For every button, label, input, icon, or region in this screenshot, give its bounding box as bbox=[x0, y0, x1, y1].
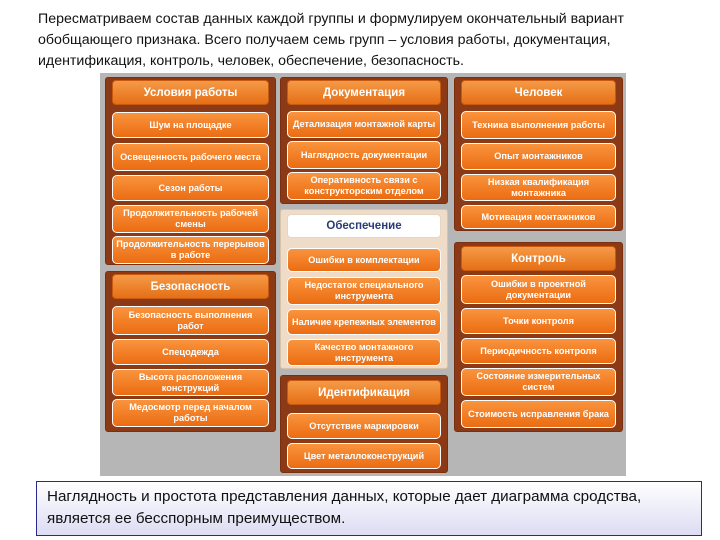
item-working-conditions-break-length: Продолжительность перерывов в работе bbox=[112, 236, 269, 264]
group-identification bbox=[280, 375, 448, 473]
item-identification-no-marking: Отсутствие маркировки bbox=[287, 413, 441, 439]
group-working-conditions bbox=[105, 77, 276, 265]
item-identification-steel-color: Цвет металлоконструкций bbox=[287, 443, 441, 469]
group-title-provision: Обеспечение bbox=[287, 214, 441, 238]
item-provision-tool-quality: Качество монтажного инструмента bbox=[287, 339, 441, 366]
item-control-rework-cost: Стоимость исправления брака bbox=[461, 400, 616, 428]
item-provision-special-tools: Недостаток специального инструмента bbox=[287, 277, 441, 305]
item-safety-structure-height: Высота расположения конструкций bbox=[112, 369, 269, 396]
item-human-experience: Опыт монтажников bbox=[461, 143, 616, 170]
item-provision-kitting-errors: Ошибки в комплектации bbox=[287, 248, 441, 272]
item-safety-work-safety: Безопасность выполнения работ bbox=[112, 306, 269, 335]
conclusion-callout: Наглядность и простота представления данных, которые дает диаграмма сродства, является ее бесспорным преимуществом. bbox=[36, 481, 702, 536]
group-safety bbox=[105, 271, 276, 432]
group-title-identification: Идентификация bbox=[287, 380, 441, 405]
group-title-control: Контроль bbox=[461, 246, 616, 271]
group-provision bbox=[280, 209, 448, 369]
group-title-human: Человек bbox=[461, 80, 616, 105]
item-working-conditions-season: Сезон работы bbox=[112, 175, 269, 201]
item-human-motivation: Мотивация монтажников bbox=[461, 205, 616, 229]
item-control-measurement-systems: Состояние измерительных систем bbox=[461, 368, 616, 396]
item-documentation-clarity: Наглядность документации bbox=[287, 141, 441, 169]
item-provision-fasteners: Наличие крепежных элементов bbox=[287, 309, 441, 335]
item-documentation-card-detail: Детализация монтажной карты bbox=[287, 111, 441, 138]
item-safety-medical-check: Медосмотр перед началом работы bbox=[112, 399, 269, 427]
item-working-conditions-noise: Шум на площадке bbox=[112, 112, 269, 138]
group-title-documentation: Документация bbox=[287, 80, 441, 105]
item-working-conditions-shift-length: Продолжительность рабочей смены bbox=[112, 205, 269, 233]
item-human-low-qualification: Низкая квалификация монтажника bbox=[461, 174, 616, 201]
item-documentation-design-link: Оперативность связи с конструкторским отделом bbox=[287, 172, 441, 200]
group-title-safety: Безопасность bbox=[112, 274, 269, 299]
item-safety-workwear: Спецодежда bbox=[112, 339, 269, 365]
item-working-conditions-lighting: Освещенность рабочего места bbox=[112, 143, 269, 171]
group-documentation bbox=[280, 77, 448, 204]
affinity-diagram-panel bbox=[100, 73, 626, 476]
group-human bbox=[454, 77, 623, 231]
item-control-checkpoints: Точки контроля bbox=[461, 308, 616, 334]
group-title-working-conditions: Условия работы bbox=[112, 80, 269, 105]
item-control-frequency: Периодичность контроля bbox=[461, 338, 616, 364]
intro-text: Пересматриваем состав данных каждой группы и формулируем окончательный вариант обобщающего признака. Всего получаем семь групп – условия работы, документация, идентификация, контроль, человек, обеспечение, безопасность. bbox=[38, 11, 624, 69]
item-human-technique: Техника выполнения работы bbox=[461, 111, 616, 139]
group-control bbox=[454, 242, 623, 432]
item-control-design-errors: Ошибки в проектной документации bbox=[461, 275, 616, 304]
